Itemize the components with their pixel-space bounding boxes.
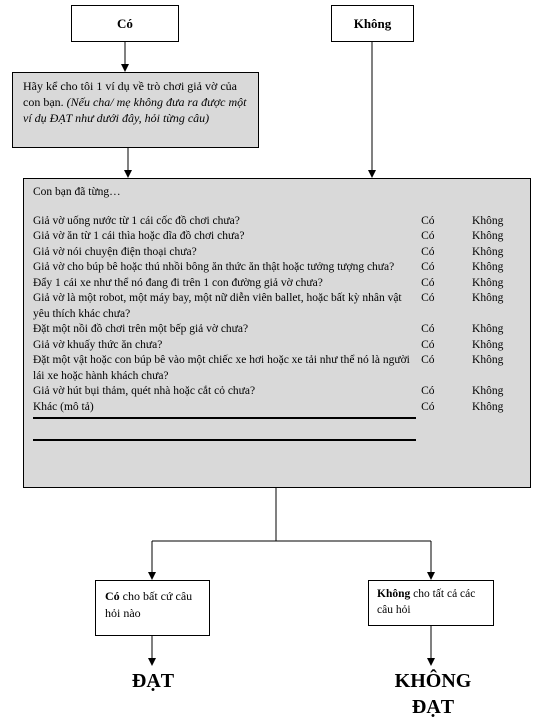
other-description-line-2 bbox=[33, 439, 416, 441]
answer-khong: Không bbox=[472, 385, 504, 397]
question-text: Đặt một vật hoặc con búp bê vào một chiếc xe hơi hoặc xe tải như thể nó là người lái xe hoặc hành khách chưa? bbox=[33, 354, 410, 382]
questions-box bbox=[23, 178, 531, 488]
answer-co: Có bbox=[421, 276, 435, 289]
answer-khong: Không bbox=[472, 261, 504, 273]
question-text: Giả vờ là một robot, một máy bay, một nữ diễn viên ballet, hoặc bất kỳ nhân vật yêu thích khác chưa? bbox=[33, 292, 402, 320]
co-label: Có bbox=[117, 15, 133, 31]
result-fail: KHÔNG ĐẠT bbox=[394, 670, 472, 718]
other-description-line-1 bbox=[33, 417, 416, 419]
example-question-text: Hãy kể cho tôi 1 ví dụ về trò chơi giả vờ của con bạn. bbox=[23, 79, 237, 109]
khong-label: Không bbox=[353, 15, 392, 31]
question-text: Giả vờ uống nước từ 1 cái cốc đồ chơi chưa? bbox=[33, 214, 240, 227]
fail-condition-text: cho tất cả các câu hỏi bbox=[377, 588, 476, 616]
answer-khong: Không bbox=[472, 292, 504, 304]
answer-khong: Không bbox=[472, 230, 504, 242]
answer-co: Có bbox=[421, 214, 435, 227]
question-text: Khác (mô tả) bbox=[33, 400, 94, 413]
answer-co: Có bbox=[421, 385, 435, 397]
question-row bbox=[33, 338, 521, 354]
question-row bbox=[33, 353, 521, 384]
question-row bbox=[33, 400, 521, 416]
example-question-note: (Nếu cha/ mẹ không đưa ra được một ví dụ ĐẠT như dưới đây, hỏi từng câu) bbox=[23, 95, 247, 125]
question-text: Giả vờ khuấy thức ăn chưa? bbox=[33, 338, 163, 351]
pass-condition-bold: Có bbox=[105, 589, 120, 603]
answer-co: Có bbox=[421, 400, 435, 413]
answer-khong: Không bbox=[472, 400, 504, 413]
fail-condition-box bbox=[368, 580, 494, 626]
question-row bbox=[33, 214, 521, 230]
question-text: Giả vờ cho búp bê hoặc thú nhồi bông ăn thức ăn thật hoặc tưởng tượng chưa? bbox=[33, 261, 395, 273]
co-box bbox=[71, 5, 179, 42]
questions-list bbox=[33, 214, 521, 416]
answer-co: Có bbox=[421, 292, 435, 304]
question-text: Giả vờ nói chuyện điện thoại chưa? bbox=[33, 245, 197, 258]
question-text: Giả vờ ăn từ 1 cái thìa hoặc dĩa đồ chơi chưa? bbox=[33, 230, 245, 242]
answer-khong: Không bbox=[472, 338, 504, 351]
question-row bbox=[33, 276, 521, 292]
answer-khong: Không bbox=[472, 214, 504, 227]
result-pass: ĐẠT bbox=[131, 670, 175, 692]
answer-co: Có bbox=[421, 245, 435, 258]
pass-condition-box bbox=[95, 580, 210, 636]
question-row bbox=[33, 291, 521, 322]
answer-khong: Không bbox=[472, 323, 504, 335]
khong-box bbox=[331, 5, 414, 42]
questions-intro: Con bạn đã từng… bbox=[33, 186, 121, 198]
answer-co: Có bbox=[421, 354, 435, 366]
question-row bbox=[33, 322, 521, 338]
answer-khong: Không bbox=[472, 245, 504, 258]
answer-co: Có bbox=[421, 261, 435, 273]
answer-co: Có bbox=[421, 338, 435, 351]
question-row bbox=[33, 245, 521, 261]
question-row bbox=[33, 260, 521, 276]
question-text: Đặt một nồi đồ chơi trên một bếp giả vờ chưa? bbox=[33, 323, 249, 335]
question-text: Đẩy 1 cái xe như thể nó đang đi trên 1 con đường giả vờ chưa? bbox=[33, 276, 323, 289]
answer-co: Có bbox=[421, 323, 435, 335]
answer-co: Có bbox=[421, 230, 435, 242]
answer-khong: Không bbox=[472, 276, 504, 289]
question-row bbox=[33, 229, 521, 245]
pass-condition-text: cho bất cứ câu hỏi nào bbox=[105, 589, 193, 620]
answer-khong: Không bbox=[472, 354, 504, 366]
fail-condition-bold: Không bbox=[377, 588, 411, 600]
question-row bbox=[33, 384, 521, 400]
example-question-box bbox=[12, 72, 259, 148]
question-text: Giả vờ hút bụi thảm, quét nhà hoặc cắt cỏ chưa? bbox=[33, 385, 256, 397]
